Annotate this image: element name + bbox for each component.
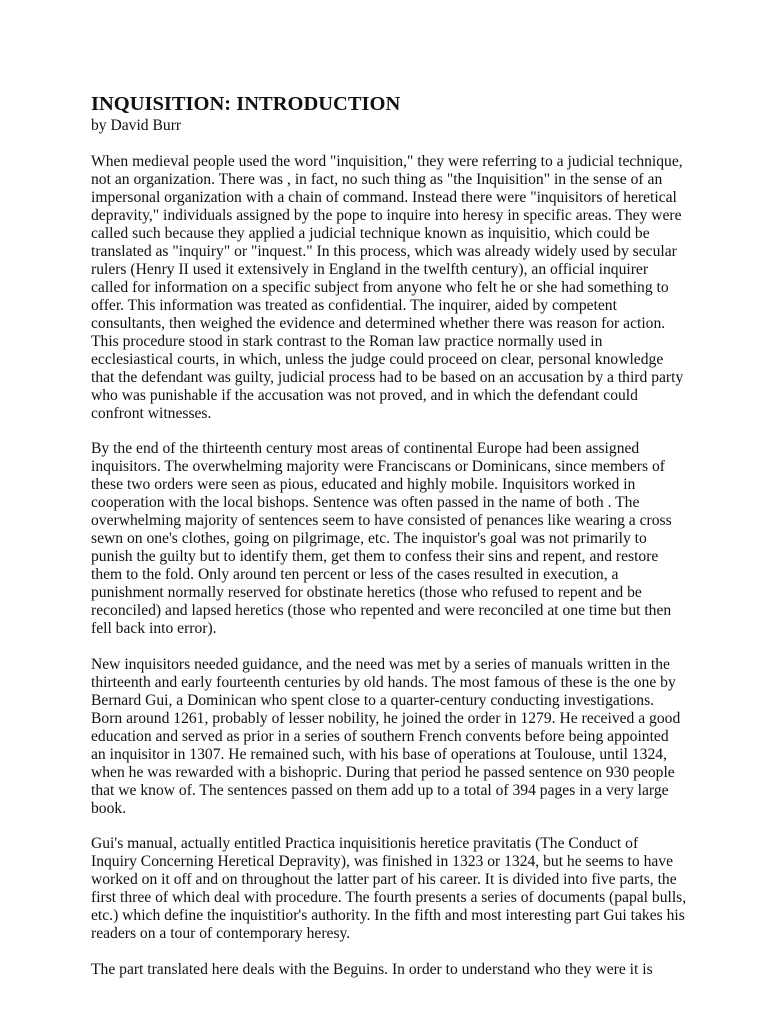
document-body [91, 92, 687, 979]
author-byline: by David Burr [91, 117, 182, 134]
paragraph-3: New inquisitors needed guidance, and the need was met by a series of manuals written in the thirteenth and early fourteenth centuries by old hands. The most famous of these is the one by Bernard Gui, a Dominican who spent close to a quarter-century conducting investigations. Born around 1261, probably of lesser nobility, he joined the order in 1279. He received a good education and served as prior in a series of southern French convents before being appointed an inquisitor in 1307. He remained such, with his base of operations at Toulouse, until 1324, when he was rewarded with a bishopric. During that period he passed sentence on 930 people that we know of. The sentences passed on them add up to a total of 394 pages in a very large book. [91, 655, 681, 817]
document-title: INQUISITION: INTRODUCTION [91, 93, 401, 115]
paragraph-4: Gui's manual, actually entitled Practica inquisitionis heretice pravitatis (The Conduct of Inquiry Concerning Heretical Depravity), was finished in 1323 or 1324, but he seems to have worked on it off and on throughout the latter part of his career. It is divided into five parts, the first three of which deal with procedure. The fourth presents a series of documents (papal bulls, etc.) which define the inquistitior's authority. In the fifth and most interesting part Gui takes his readers on a tour of contemporary heresy. [91, 835, 687, 942]
paragraph-5: The part translated here deals with the Beguins. In order to understand who they were it is [91, 960, 653, 978]
paragraph-2: By the end of the thirteenth century most areas of continental Europe had been assigned inquisitors. The overwhelming majority were Franciscans or Dominicans, since members of these two orders were seen as pious, educated and highly mobile. Inquisitors worked in cooperation with the local bishops. Sentence was often passed in the name of both . The overwhelming majority of sentences seem to have consisted of penances like wearing a cross sewn on one's clothes, going on pilgrimage, etc. The inquistor's goal was not primarily to punish the guilty but to identify them, get them to confess their sins and repent, and restore them to the fold. Only around ten percent or less of the cases resulted in execution, a punishment normally reserved for obstinate heretics (those who refused to repent and be reconciled) and lapsed heretics (those who repented and were reconciled at one time but then fell back into error). [91, 440, 672, 637]
paragraph-1: When medieval people used the word "inquisition," they were referring to a judicial technique, not an organization. There was , in fact, no such thing as "the Inquisition" in the sense of an impersonal organization with a chain of command. Instead there were "inquisitors of heretical depravity," individuals assigned by the pope to inquire into heresy in specific areas. They were called such because they applied a judicial technique known as inquisitio, which could be translated as "inquiry" or "inquest." In this process, which was already widely used by secular rulers (Henry II used it extensively in England in the twelfth century), an official inquirer called for information on a specific subject from anyone who felt he or she had something to offer. This information was treated as confidential. The inquirer, aided by competent consultants, then weighed the evidence and determined whether there was reason for action. This procedure stood in stark contrast to the Roman law practice normally used in ecclesiastical courts, in which, unless the judge could proceed on clear, personal knowledge that the defendant was guilty, judicial process had to be based on an accusation by a third party who was punishable if the accusation was not proved, and in which the defendant could confront witnesses. [91, 152, 684, 422]
